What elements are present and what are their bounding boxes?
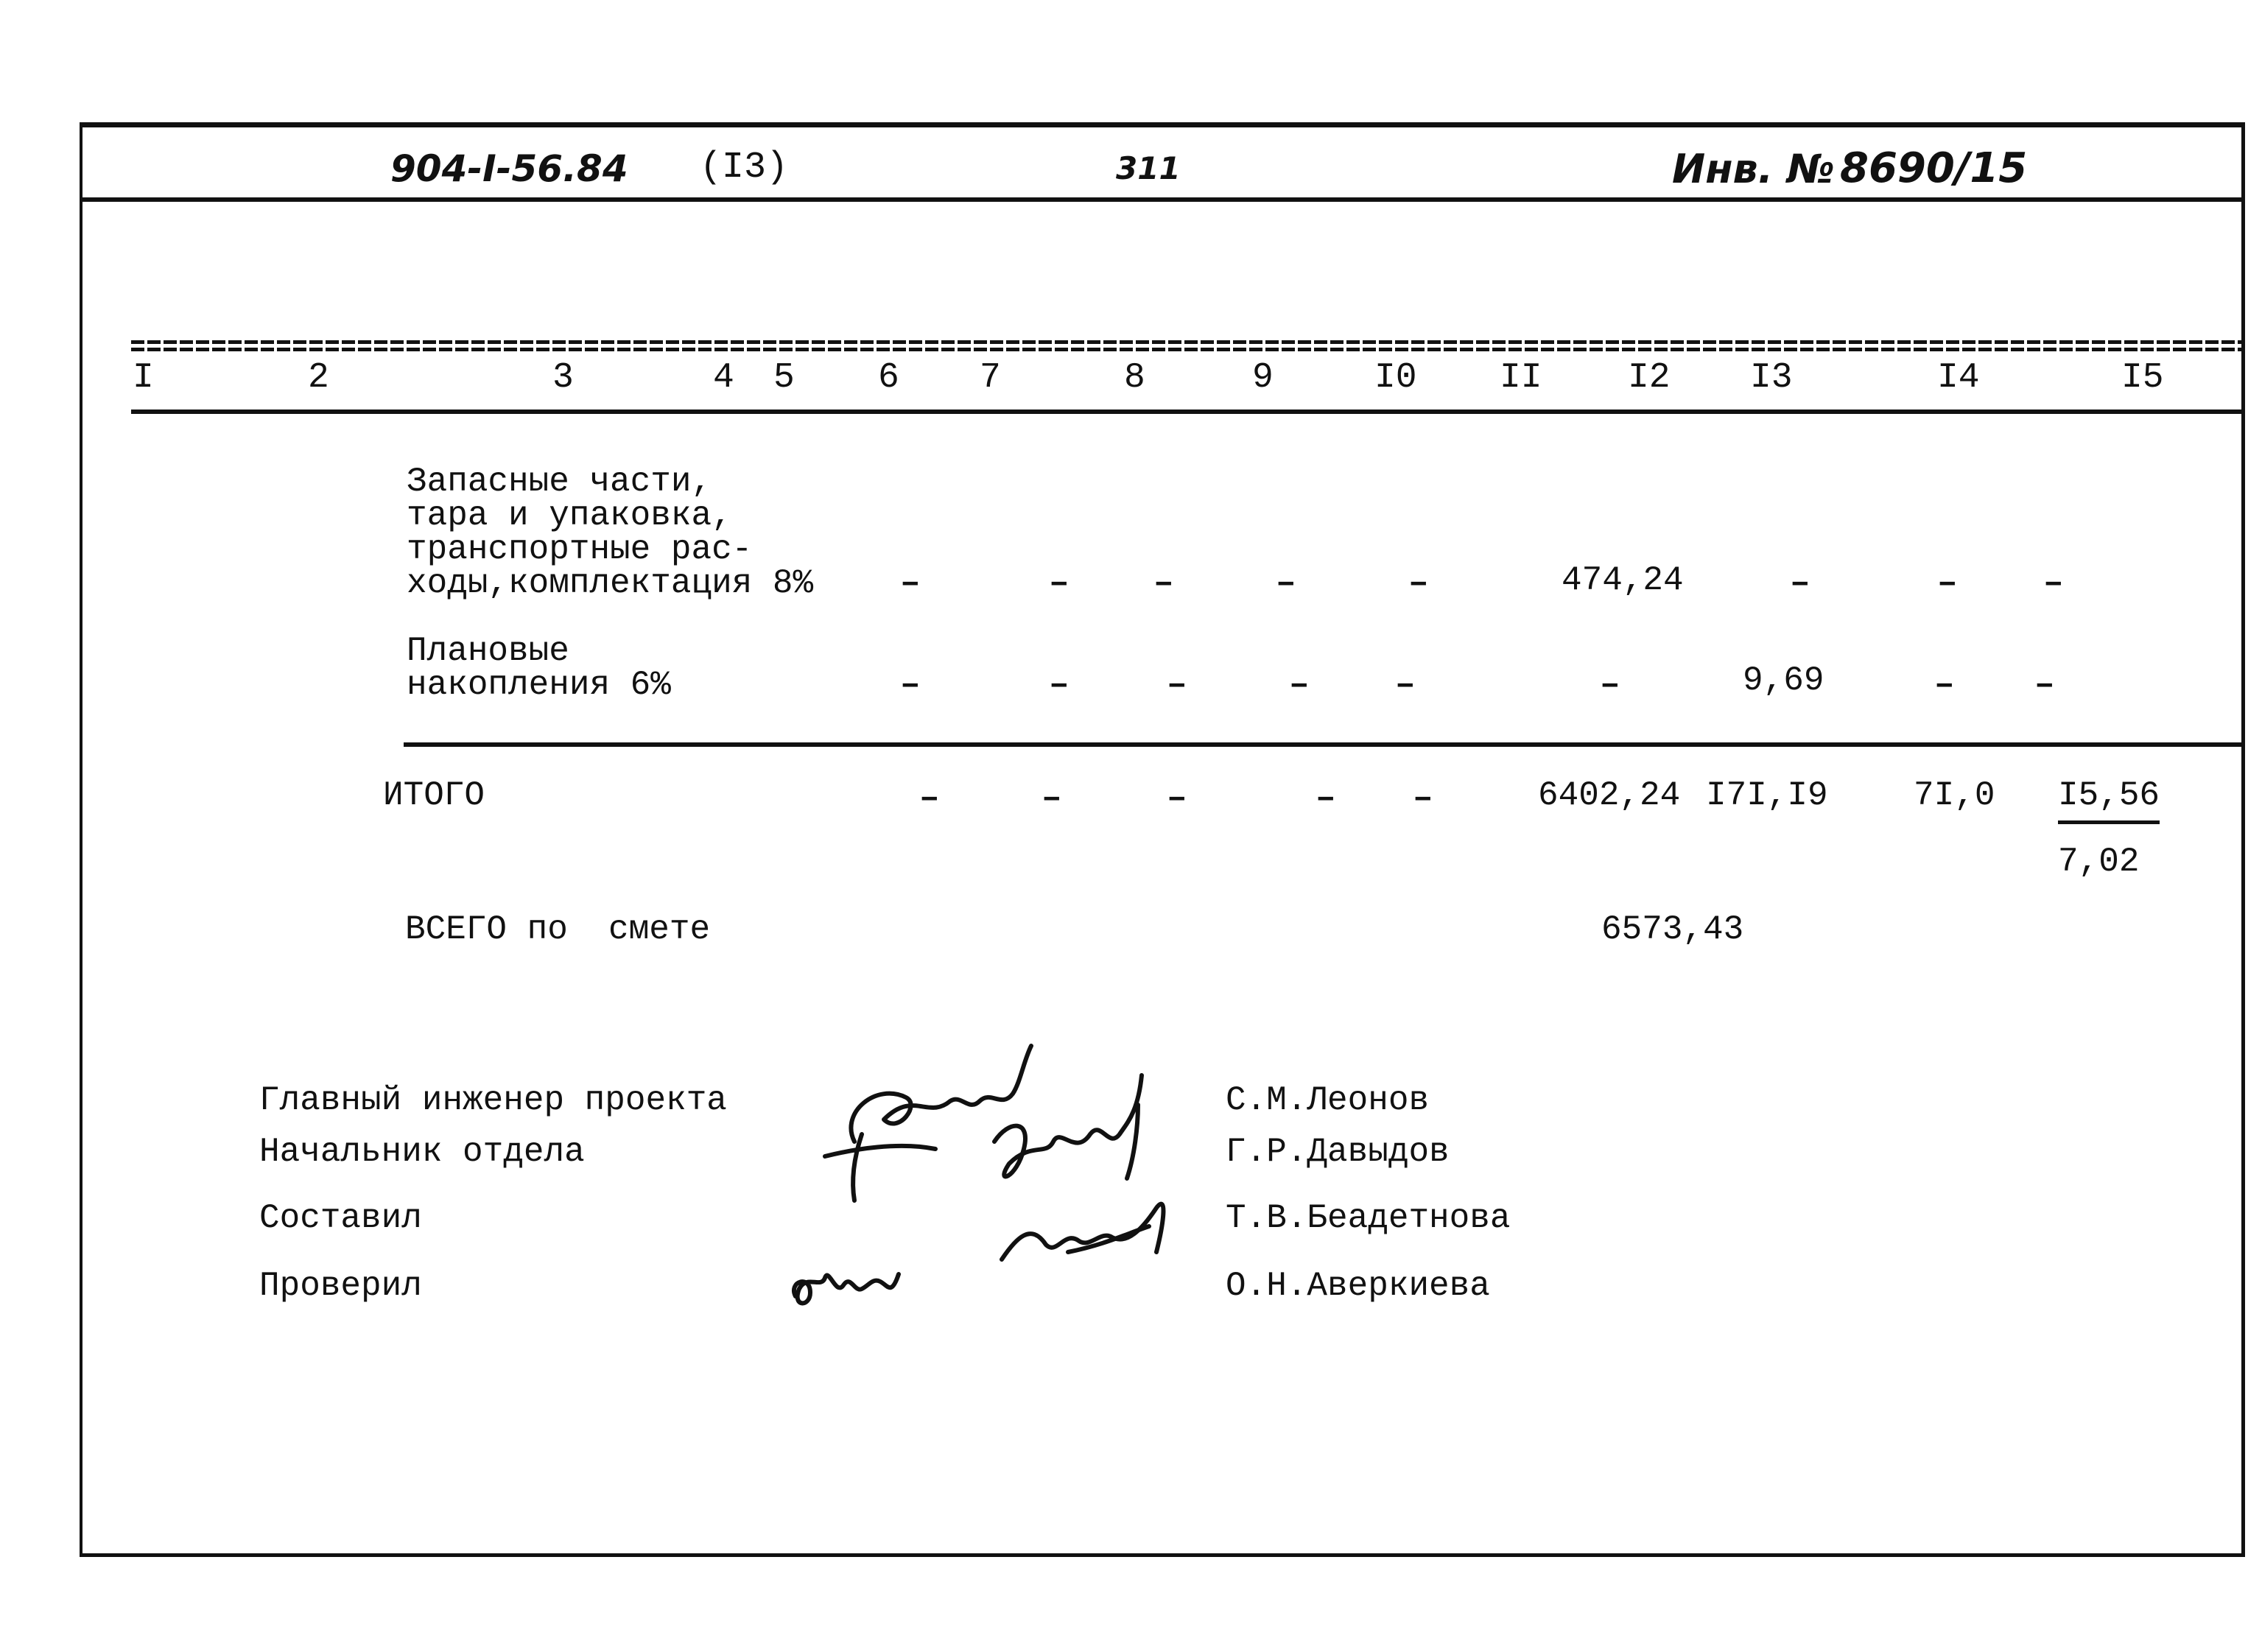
column-number-8: 8 [1124, 358, 1145, 398]
sheet-ref: (I3) [700, 147, 789, 189]
column-header-top-rule [131, 340, 2245, 344]
subtotal-separator-rule [404, 742, 2245, 747]
column-number-6: 6 [878, 358, 899, 398]
column-number-3: 3 [552, 358, 574, 398]
planned-savings-col10-dash: – [1395, 666, 1416, 704]
inventory-label: Инв. № [1672, 146, 1835, 192]
spare-parts-col9-dash: – [1276, 564, 1296, 602]
total-col15-bottom-value: 7,02 [2058, 843, 2140, 881]
total-col15-top-value: I5,56 [2058, 778, 2160, 824]
handwritten-signature-group [810, 1031, 1223, 1282]
total-col13-value: I7I,I9 [1706, 776, 1828, 815]
spare-parts-col12-value: 474,24 [1562, 561, 1684, 600]
planned-savings-col13-value: 9,69 [1743, 661, 1824, 700]
spare-parts-col7-dash: – [1049, 564, 1069, 602]
total-col8-dash: – [1167, 779, 1187, 818]
planned-savings-col15-dash: – [2034, 666, 2055, 704]
total-col10-dash: – [1413, 779, 1433, 818]
planned-savings-label-line-1: Плановые [407, 632, 569, 670]
spare-parts-label-line-3: транспортные рас- [407, 530, 753, 569]
column-number-4: 4 [713, 358, 734, 398]
spare-parts-col13-dash: – [1790, 564, 1810, 602]
column-number-5: 5 [773, 358, 795, 398]
column-number-11: II [1500, 358, 1542, 398]
column-number-14: I4 [1937, 358, 1980, 398]
grand-total-label: ВСЕГО по смете [405, 910, 711, 949]
spare-parts-label-line-4: ходы,комплектация 8% [407, 564, 814, 602]
total-col6-dash: – [919, 779, 940, 818]
page-number: 311 [1116, 150, 1181, 186]
column-number-2: 2 [308, 358, 329, 398]
signature-role-1: Главный инженер проекта [259, 1081, 727, 1120]
spare-parts-col8-dash: – [1153, 564, 1174, 602]
spare-parts-col15-dash: – [2043, 564, 2064, 602]
doc-code: 904-I-56.84 [390, 147, 628, 190]
spare-parts-label-line-1: Запасные части, [407, 463, 712, 501]
column-number-7: 7 [980, 358, 1001, 398]
signature-name-3: Т.В.Беадетнова [1226, 1199, 1511, 1237]
signature-name-1: С.М.Леонов [1226, 1081, 1430, 1120]
spare-parts-col14-dash: – [1937, 564, 1958, 602]
column-number-13: I3 [1750, 358, 1793, 398]
grand-total-value: 6573,43 [1601, 910, 1744, 949]
column-header-top-rule-2 [131, 348, 2245, 351]
planned-savings-col12-dash: – [1600, 666, 1620, 704]
planned-savings-label-line-2: накопления 6% [407, 666, 671, 704]
column-number-1: I [133, 358, 154, 398]
checker-signature [781, 1245, 913, 1326]
column-number-9: 9 [1252, 358, 1274, 398]
total-col7-dash: – [1042, 779, 1062, 818]
header-rule [80, 197, 2245, 202]
document-frame [80, 122, 2245, 1557]
signature-role-2: Начальник отдела [259, 1133, 585, 1171]
total-col12-value: 6402,24 [1538, 776, 1681, 815]
inventory-number: 8690/15 [1840, 144, 2028, 192]
column-number-12: I2 [1628, 358, 1671, 398]
column-number-10: I0 [1374, 358, 1417, 398]
spare-parts-col10-dash: – [1408, 564, 1429, 602]
signature-name-4: О.Н.Аверкиева [1226, 1267, 1490, 1305]
spare-parts-col6-dash: – [900, 564, 921, 602]
total-col9-dash: – [1316, 779, 1336, 818]
planned-savings-col6-dash: – [900, 666, 921, 704]
signature-role-4: Проверил [259, 1267, 422, 1305]
planned-savings-col9-dash: – [1289, 666, 1310, 704]
total-col14-value: 7I,0 [1914, 776, 1995, 815]
column-header-bottom-rule [131, 410, 2245, 414]
planned-savings-col7-dash: – [1049, 666, 1069, 704]
signature-name-2: Г.Р.Давыдов [1226, 1133, 1450, 1171]
planned-savings-col8-dash: – [1167, 666, 1187, 704]
column-number-15: I5 [2121, 358, 2164, 398]
spare-parts-label-line-2: тара и упаковка, [407, 496, 732, 535]
signature-role-3: Составил [259, 1199, 422, 1237]
planned-savings-col14-dash: – [1934, 666, 1955, 704]
total-label: ИТОГО [383, 776, 485, 815]
